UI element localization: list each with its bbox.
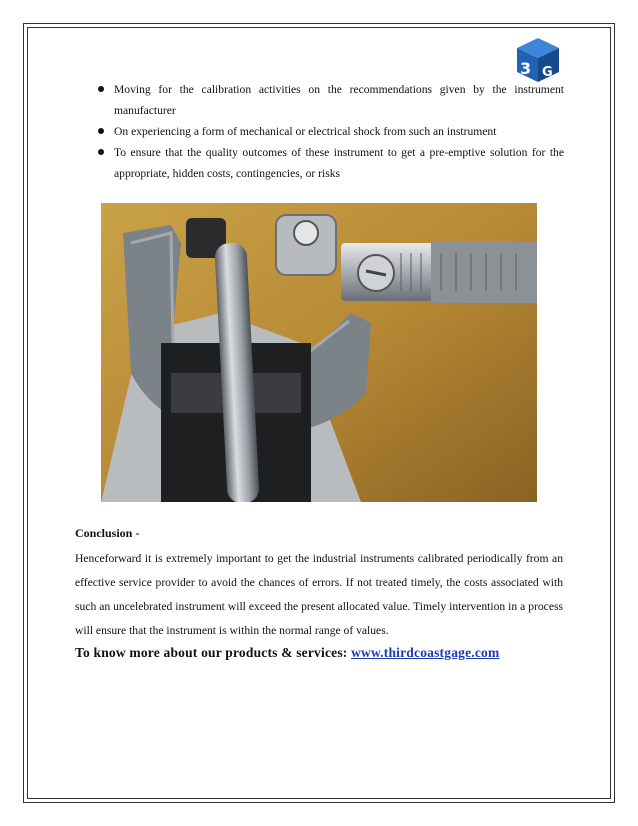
micrometer-photo [101, 203, 537, 502]
contact-line [75, 645, 499, 661]
contact-text: To know more about our products & services: [75, 645, 352, 660]
bullet-text: To ensure that the quality outcomes of these instrument to get a pre-emptive solution for the appropriate, hidden costs, contingencies, or risks [114, 146, 564, 180]
bullet-dot-icon [98, 86, 104, 92]
svg-text:3: 3 [520, 59, 532, 78]
website-link[interactable]: www.thirdcoastgage.com [351, 645, 500, 660]
conclusion-heading: Conclusion - [75, 526, 140, 540]
list-item [98, 79, 564, 121]
bullet-dot-icon [98, 149, 104, 155]
conclusion-paragraph: Henceforward it is extremely important to get the industrial instruments calibrated periodically from an effective service provider to avoid the chances of errors. If not treated timely, the costs associated with such an uncelebrated instrument will exceed the present allocated value. Timely intervention in a process will ensure that the instrument is within the normal range of values. [75, 552, 563, 637]
bullet-dot-icon [98, 128, 104, 134]
bullet-text: On experiencing a form of mechanical or electrical shock from such an instrument [114, 125, 497, 138]
bullet-list [98, 79, 564, 184]
list-item [98, 121, 564, 142]
bullet-text: Moving for the calibration activities on the recommendations given by the instrument manufacturer [114, 83, 564, 117]
svg-text:G: G [542, 65, 553, 80]
list-item [98, 142, 564, 184]
company-logo-icon [513, 36, 563, 84]
